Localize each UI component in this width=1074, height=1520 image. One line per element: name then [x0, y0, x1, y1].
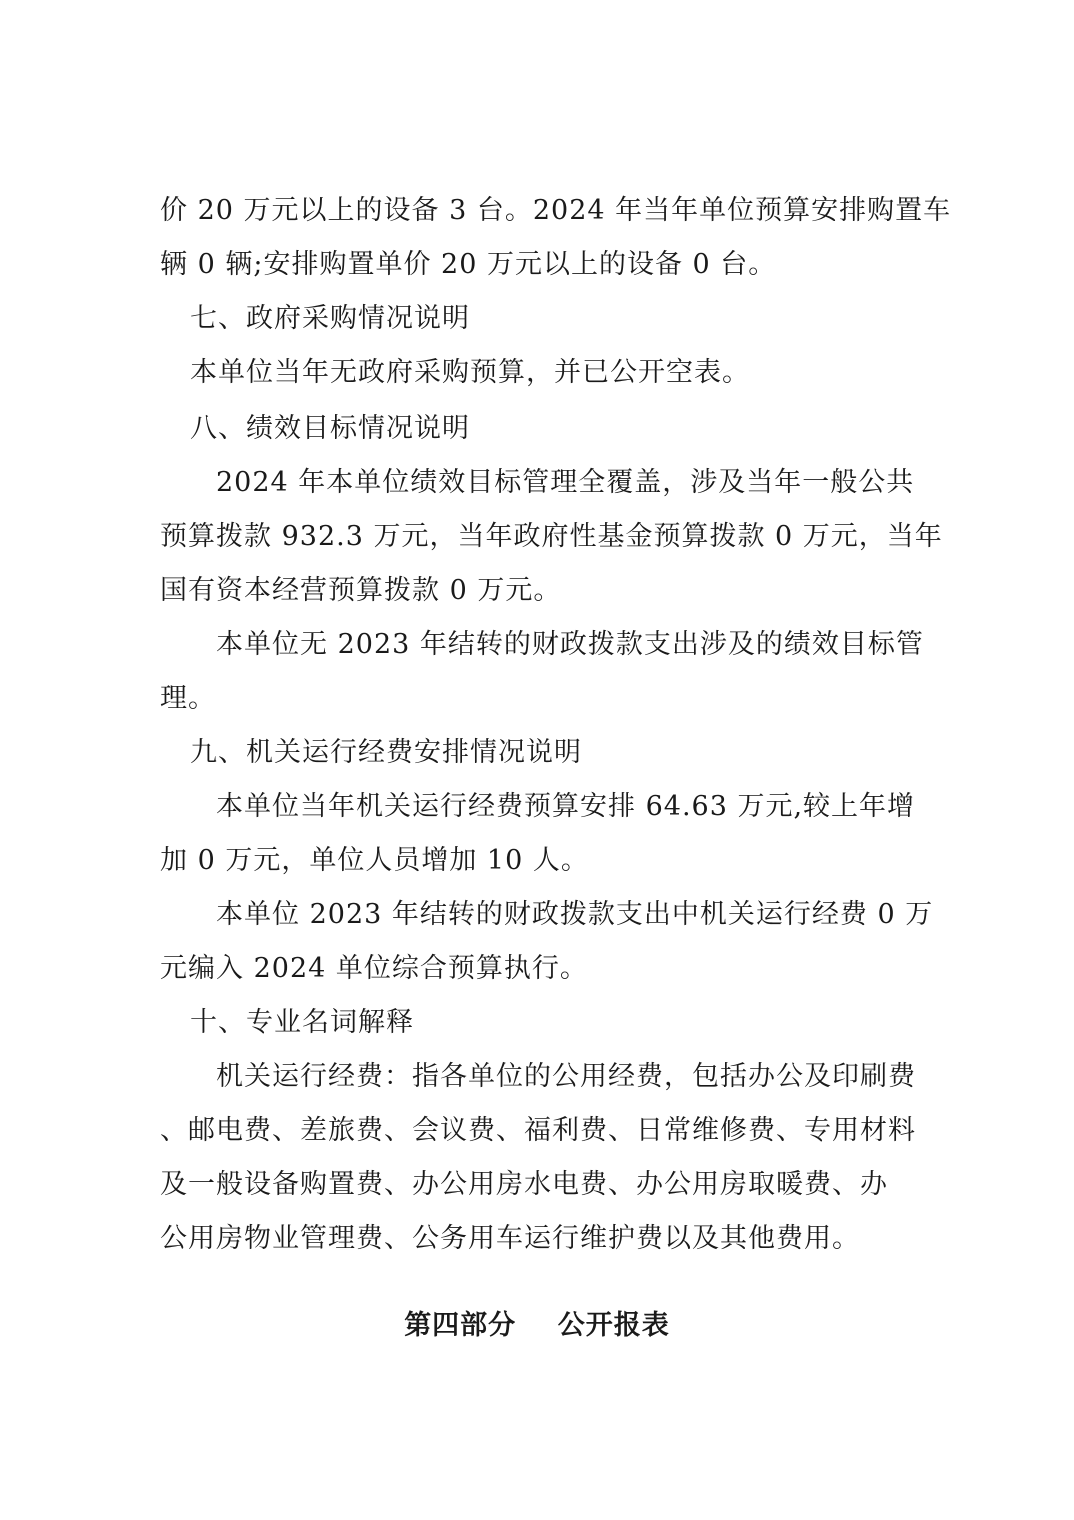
- paragraph-line: 2024 年本单位绩效目标管理全覆盖，涉及当年一般公共: [216, 467, 915, 498]
- section-heading-10: 十、专业名词解释: [190, 1007, 414, 1038]
- paragraph-line: 价 20 万元以上的设备 3 台。2024 年当年单位预算安排购置车: [160, 195, 952, 226]
- paragraph-line: 国有资本经营预算拨款 0 万元。: [160, 575, 562, 606]
- paragraph-line: 、邮电费、差旅费、会议费、福利费、日常维修费、专用材料: [160, 1115, 916, 1146]
- section-heading-8: 八、绩效目标情况说明: [190, 413, 470, 444]
- paragraph-line: 理。: [160, 683, 216, 714]
- document-body: [160, 184, 952, 1266]
- section-heading-7: 七、政府采购情况说明: [190, 303, 470, 334]
- section-heading-9: 九、机关运行经费安排情况说明: [190, 737, 582, 768]
- paragraph-line: 加 0 万元，单位人员增加 10 人。: [160, 845, 589, 876]
- part-title: 第四部分 公开报表: [404, 1310, 670, 1341]
- paragraph-line: 本单位 2023 年结转的财政拨款支出中机关运行经费 0 万: [216, 899, 934, 930]
- paragraph-line: 本单位当年无政府采购预算，并已公开空表。: [190, 357, 750, 388]
- paragraph-line: 机关运行经费：指各单位的公用经费，包括办公及印刷费: [216, 1061, 916, 1092]
- paragraph-line: 本单位当年机关运行经费预算安排 64.63 万元,较上年增: [216, 791, 916, 822]
- paragraph-line: 元编入 2024 单位综合预算执行。: [160, 953, 588, 984]
- paragraph-line: 本单位无 2023 年结转的财政拨款支出涉及的绩效目标管: [216, 629, 924, 660]
- paragraph-line: 预算拨款 932.3 万元，当年政府性基金预算拨款 0 万元，当年: [160, 521, 943, 552]
- paragraph-line: 公用房物业管理费、公务用车运行维护费以及其他费用。: [160, 1223, 860, 1254]
- paragraph-line: 及一般设备购置费、办公用房水电费、办公用房取暖费、办: [160, 1169, 888, 1200]
- paragraph-line: 辆 0 辆;安排购置单价 20 万元以上的设备 0 台。: [160, 249, 777, 280]
